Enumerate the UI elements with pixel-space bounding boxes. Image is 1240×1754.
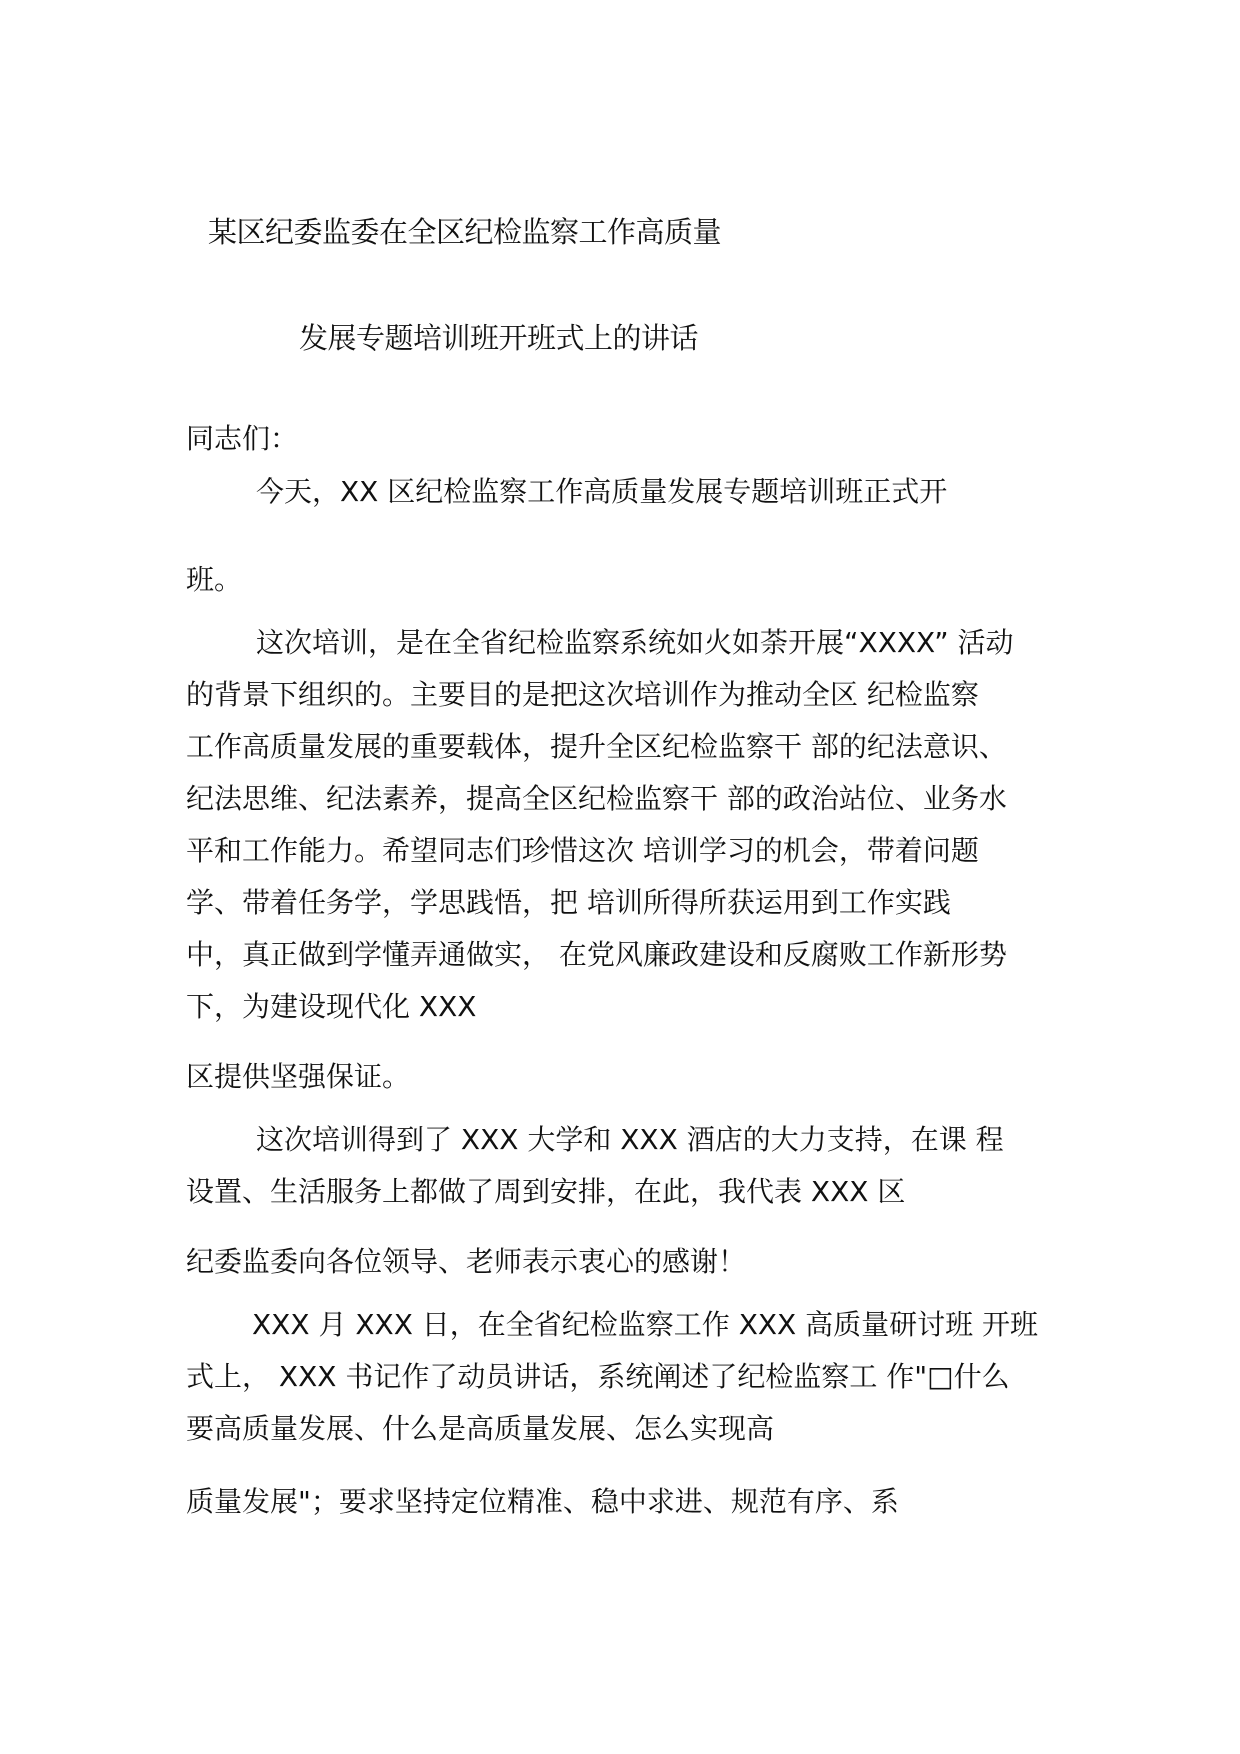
paragraph-line: 学、带着任务学，学思践悟，把 培训所得所获运用到工作实践 — [186, 886, 951, 919]
paragraph-line: 纪法思维、纪法素养，提高全区纪检监察干 部的政治站位、业务水 — [186, 782, 1007, 815]
paragraph-line: 质量发展"；要求坚持定位精准、稳中求进、规范有序、系 — [186, 1485, 899, 1518]
paragraph-line: 平和工作能力。希望同志们珍惜这次 培训学习的机会，带着问题 — [186, 834, 979, 867]
document-title-line-1: 某区纪委监委在全区纪检监察工作高质量 — [208, 215, 722, 249]
paragraph-line: XXX 月 XXX 日，在全省纪检监察工作 XXX 高质量研讨班 开班 — [252, 1308, 1039, 1341]
paragraph-line: 今天，XX 区纪检监察工作高质量发展专题培训班正式开 — [256, 475, 948, 508]
paragraph-line: 要高质量发展、什么是高质量发展、怎么实现高 — [186, 1412, 775, 1445]
salutation: 同志们： — [186, 422, 299, 455]
document-title-line-2: 发展专题培训班开班式上的讲话 — [299, 321, 699, 355]
paragraph-line: 这次培训得到了 XXX 大学和 XXX 酒店的大力支持，在课 程 — [256, 1123, 1004, 1156]
paragraph-line: 区提供坚强保证。 — [186, 1060, 411, 1093]
paragraph-line: 下，为建设现代化 XXX — [186, 990, 477, 1023]
paragraph-line: 这次培训，是在全省纪检监察系统如火如荼开展“XXXX” 活动 — [256, 626, 1014, 659]
paragraph-line: 式上， XXX 书记作了动员讲话，系统阐述了纪检监察工 作"□什么 — [186, 1360, 1010, 1393]
paragraph-line: 中，真正做到学懂弄通做实， 在党风廉政建设和反腐败工作新形势 — [186, 938, 1007, 971]
paragraph-line: 工作高质量发展的重要载体，提升全区纪检监察干 部的纪法意识、 — [186, 730, 1007, 763]
paragraph-line: 设置、生活服务上都做了周到安排，在此，我代表 XXX 区 — [186, 1175, 906, 1208]
paragraph-line: 班。 — [186, 563, 243, 596]
paragraph-line: 纪委监委向各位领导、老师表示衷心的感谢！ — [186, 1245, 747, 1278]
paragraph-line: 的背景下组织的。主要目的是把这次培训作为推动全区 纪检监察 — [186, 678, 979, 711]
